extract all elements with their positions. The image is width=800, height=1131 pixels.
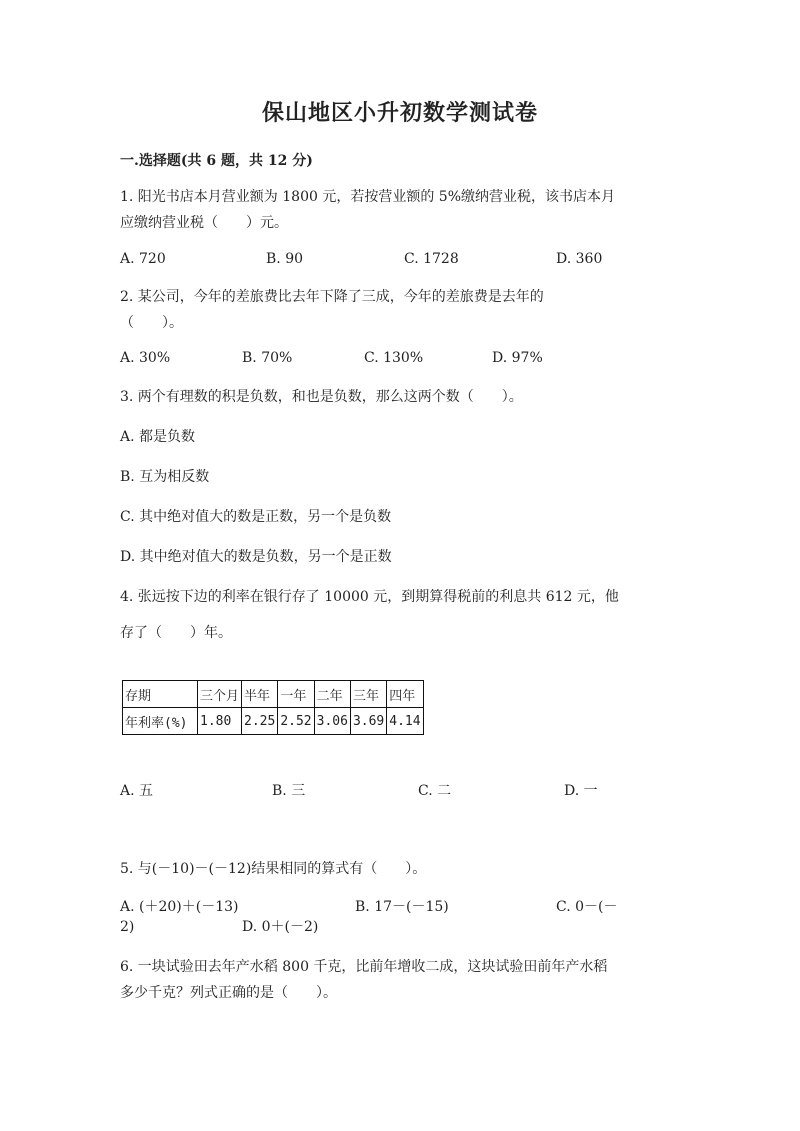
question-5-option-c: C. 0－(－ [556, 899, 618, 915]
table-cell: 年利率(%) [123, 708, 198, 735]
table-header-cell: 二年 [314, 681, 350, 708]
table-header-cell: 一年 [278, 681, 314, 708]
question-1-option-d: D. 360 [556, 251, 603, 267]
question-5-stem: 5. 与(－10)－(－12)结果相同的算式有（ ）。 [120, 861, 427, 877]
interest-rate-table [122, 680, 424, 735]
question-1-option-c: C. 1728 [404, 251, 459, 267]
question-3-option-a: A. 都是负数 [120, 429, 196, 445]
page-title: 保山地区小升初数学测试卷 [261, 100, 538, 126]
question-6-line-1: 6. 一块试验田去年产水稻 800 千克，比前年增收二成，这块试验田前年产水稻 [120, 959, 608, 975]
question-2-line-1: 2. 某公司，今年的差旅费比去年下降了三成，今年的差旅费是去年的 [120, 289, 544, 305]
question-4-option-d: D. 一 [564, 783, 598, 799]
table-header-cell: 存期 [123, 681, 198, 708]
question-1-line-1: 1. 阳光书店本月营业额为 1800 元，若按营业额的 5%缴纳营业税，该书店本月 [120, 189, 615, 205]
table-cell: 1.80 [198, 708, 242, 735]
question-2-line-2: （ ）。 [120, 315, 183, 331]
question-5-option-a: A. (＋20)＋(－13) [120, 899, 239, 915]
question-2-option-d: D. 97% [492, 350, 543, 366]
question-5-option-b: B. 17－(－15) [355, 899, 449, 915]
table-cell: 2.25 [242, 708, 278, 735]
question-6-line-2: 多少千克？列式正确的是（ ）。 [120, 985, 337, 1001]
table-header-cell: 三年 [350, 681, 386, 708]
question-6 [120, 954, 680, 1006]
question-5-option-d: D. 0＋(－2) [242, 919, 319, 935]
table-cell: 2.52 [278, 708, 314, 735]
question-1-line-2: 应缴纳营业税（ ）元。 [120, 215, 288, 231]
question-3-stem: 3. 两个有理数的积是负数，和也是负数，那么这两个数（ ）。 [120, 389, 523, 405]
section-heading: 一.选择题(共 6 题，共 12 分) [120, 153, 313, 169]
table-cell: 4.14 [387, 708, 423, 735]
question-4-option-a: A. 五 [120, 783, 154, 799]
question-5-option-c-continued: 2) [120, 919, 135, 935]
question-2-option-b: B. 70% [242, 350, 293, 366]
question-3-option-b: B. 互为相反数 [120, 469, 210, 485]
question-4-option-b: B. 三 [272, 783, 306, 799]
question-1 [120, 184, 680, 236]
table-cell: 3.69 [350, 708, 386, 735]
question-3-option-d: D. 其中绝对值大的数是负数，另一个是正数 [120, 549, 392, 565]
question-4-line-2: 存了（ ）年。 [120, 625, 232, 641]
table-header-row [123, 681, 424, 708]
table-row [123, 708, 424, 735]
question-1-option-a: A. 720 [120, 251, 166, 267]
question-4-line-1: 4. 张远按下边的利率在银行存了 10000 元，到期算得税前的利息共 612 元，他 [120, 589, 619, 605]
question-3-option-c: C. 其中绝对值大的数是正数，另一个是负数 [120, 509, 392, 525]
question-4-option-c: C. 二 [418, 783, 452, 799]
question-2 [120, 284, 680, 336]
table-header-cell: 四年 [387, 681, 423, 708]
question-2-option-a: A. 30% [120, 350, 171, 366]
question-2-option-c: C. 130% [364, 350, 424, 366]
question-1-option-b: B. 90 [266, 251, 304, 267]
table-header-cell: 半年 [242, 681, 278, 708]
table-cell: 3.06 [314, 708, 350, 735]
table-header-cell: 三个月 [198, 681, 242, 708]
